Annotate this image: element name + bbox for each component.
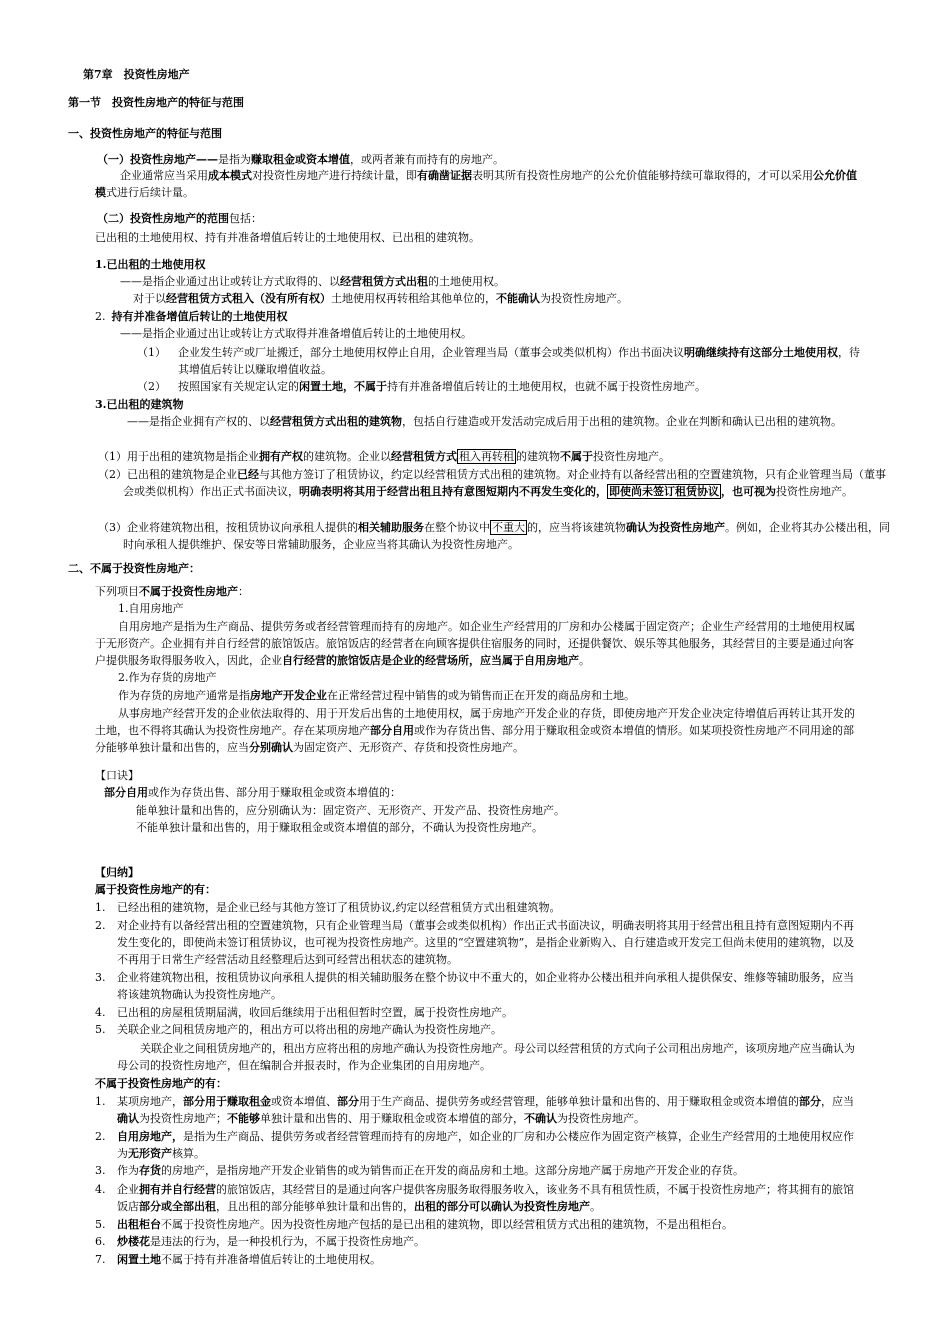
list-item-num: 4. xyxy=(95,1183,106,1196)
list-item-num: 1. xyxy=(95,901,106,914)
s2-title: 2. 持有并准备增值后转让的土地使用权 xyxy=(95,310,288,323)
list-item: 某项房地产，部分用于赚取租金或资本增值、部分用于生产商品、提供劳务或经营管理，能够单独计量和出售的、用于赚取租金或资本增值的部分，应当确认为投资性房地产；不能够单独计量和出售的、用于赚取租金或资本增值的部分，不确认为投资性房地产。 xyxy=(117,1095,854,1125)
part2-sub1: 1.自用房地产 xyxy=(118,602,184,615)
list-item-num: 2. xyxy=(95,1130,106,1143)
list-item: 炒楼花是违法的行为，是一种投机行为，不属于投资性房地产。 xyxy=(117,1235,425,1248)
part2-sub1-paragraph: 自用房地产是指为生产商品、提供劳务或者经营管理而持有的房地产。如企业生产经营用的厂房和办公楼属于固定资产；企业生产经营用的土地使用权属于无形资产。企业拥有并自行经营的旅馆饭店。旅馆饭店的经营者在向顾客提供住宿服务的同时，还提供餐饮、娱乐等其他服务，其经营目的主要是通过向客户提供服务取得服务收入，因此，企业自行经营的旅馆饭店是企业的经营场所，应当属于自用房地产。 xyxy=(95,620,855,667)
s1-title: 1.已出租的土地使用权 xyxy=(95,258,206,271)
s3-item1: （1）用于出租的建筑物是指企业拥有产权的建筑物。企业以经营租赁方式 租入再转租 的建筑物不属于投资性房地产。 xyxy=(98,450,670,463)
guina-yes-note: 关联企业之间租赁房地产的，租出方应将出租的房地产确认为投资性房地产。母公司以经营租赁的方式向子公司租出房地产，该项房地产应当确认为母公司的投资性房地产，但在编制合并报表时，作为企业集团的自用房地产。 xyxy=(117,1042,855,1072)
chapter-title: 第7章 投资性房地产 xyxy=(83,68,190,81)
koujue-title: 【口诀】 xyxy=(95,769,139,782)
s3-title: 3.已出租的建筑物 xyxy=(95,398,184,411)
list-item-num: 5. xyxy=(95,1218,106,1231)
list-item-num: 3. xyxy=(95,1164,106,1177)
list-item: 已出租的房屋租赁期届满，收回后继续用于出租但暂时空置，属于投资性房地产。 xyxy=(117,1006,513,1019)
koujue-line1: 部分自用或作为存货出售、部分用于赚取租金或资本增值的： xyxy=(104,786,401,799)
part1-p2: 企业通常应当采用成本模式对投资性房地产进行持续计量，即有确凿证据表明其所有投资性房地产的公允价值能够持续可靠取得的，才可以采用公允价值模式进行后续计量。 xyxy=(95,169,857,199)
part2-heading: 二、不属于投资性房地产： xyxy=(68,562,200,575)
s2-item2: 按照国家有关规定认定的闲置土地，不属于持有并准备增值后转让的土地使用权，也就不属于投资性房地产。 xyxy=(178,380,706,393)
s3-line1: ——是指企业拥有产权的、以经营租赁方式出租的建筑物，包括自行建造或开发活动完成后用于出租的建筑物。企业在判断和确认已出租的建筑物。 xyxy=(127,415,842,428)
guina-yes-title: 属于投资性房地产的有： xyxy=(95,883,216,896)
section-title: 第一节 投资性房地产的特征与范围 xyxy=(68,96,244,109)
list-item-num: 4. xyxy=(95,1006,106,1019)
list-item: 作为存货的房地产，是指房地产开发企业销售的或为销售而正在开发的商品房和土地。这部分房地产属于房地产开发企业的存货。 xyxy=(117,1164,744,1177)
list-item-num: 2. xyxy=(95,919,106,932)
list-item-num: 1. xyxy=(95,1095,106,1108)
guina-no-title: 不属于投资性房地产的有： xyxy=(95,1077,227,1090)
s2-line1: ——是指企业通过出让或转让方式取得并准备增值后转让的土地使用权。 xyxy=(120,327,472,340)
s3-item3: （3）企业将建筑物出租，按租赁协议向承租人提供的相关辅助服务在整个协议中 不重大 的，应当将该建筑物确认为投资性房地产。例如，企业将其办公楼出租，同时向承租人提供维护、保安等日常辅助服务，企业应当将其确认为投资性房地产。 xyxy=(98,521,890,551)
list-item: 闲置土地不属于持有并准备增值后转让的土地使用权。 xyxy=(117,1253,381,1266)
part1-p1: （一）投资性房地产——是指为赚取租金或资本增值，或两者兼有而持有的房地产。 xyxy=(97,153,504,166)
s2-item1-num: （1） xyxy=(137,346,166,359)
list-item-num: 6. xyxy=(95,1235,106,1248)
list-item: 企业将建筑物出租，按租赁协议向承租人提供的相关辅助服务在整个协议中不重大的，如企业将办公楼出租并向承租人提供保安、维修等辅助服务，应当将该建筑物确认为投资性房地产。 xyxy=(117,971,854,1001)
s3-item2: （2）已出租的建筑物是企业已经与其他方签订了租赁协议，约定以经营租赁方式出租的建筑物。对企业持有以备经营出租的空置建筑物，只有企业管理当局（董事会或类似机构）作出正式书面决议，明确表明将其用于经营出租且持有意图短期内不再发生变化的， 即使尚未签订租赁协议 ，也可视为投资性房地产。 xyxy=(98,468,886,498)
s1-line1: ——是指企业通过出让或转让方式取得的、以经营租赁方式出租的土地使用权。 xyxy=(120,275,505,288)
part2-sub2-p2: 从事房地产经营开发的企业依法取得的、用于开发后出售的土地使用权，属于房地产开发企业的存货，即使房地产开发企业决定待增值后再转让其开发的土地，也不得将其确认为投资性房地产。存在某项房地产部分自用或作为存货出售、部分用于赚取租金或资本增值的情形。如某项投资性房地产不同用途的部分能够单独计量和出售的，应当分别确认为固定资产、无形资产、存货和投资性房地产。 xyxy=(95,707,855,754)
list-item-num: 3. xyxy=(95,971,106,984)
part2-intro: 下列项目不属于投资性房地产： xyxy=(95,585,249,598)
list-item-num: 5. xyxy=(95,1023,106,1036)
list-item: 企业拥有并自行经营的旅馆饭店，其经营目的是通过向客户提供客房服务取得服务收入，该业务不具有租赁性质，不属于投资性房地产；将其拥有的旅馆饭店部分或全部出租，且出租的部分能够单独计量和出售的，出租的部分可以确认为投资性房地产。 xyxy=(117,1183,854,1213)
koujue-line2: 能单独计量和出售的，应分别确认为：固定资产、无形资产、开发产品、投资性房地产。 xyxy=(136,804,565,817)
part1-p4: 已出租的土地使用权、持有并准备增值后转让的土地使用权、已出租的建筑物。 xyxy=(95,231,480,244)
part2-sub2-p1: 作为存货的房地产通常是指房地产开发企业在正常经营过程中销售的或为销售而正在开发的商品房和土地。 xyxy=(118,689,635,702)
list-item: 自用房地产，是指为生产商品、提供劳务或者经营管理而持有的房地产，如企业的厂房和办公楼应作为固定资产核算，企业生产经营用的土地使用权应作为无形资产核算。 xyxy=(117,1130,854,1160)
part1-p3: （二）投资性房地产的范围包括： xyxy=(97,212,262,225)
part1-heading: 一、投资性房地产的特征与范围 xyxy=(68,127,222,140)
part2-sub2: 2.作为存货的房地产 xyxy=(118,671,217,684)
list-item-num: 7. xyxy=(95,1253,106,1266)
guina-title: 【归纳】 xyxy=(95,866,139,879)
list-item: 已经出租的建筑物，是企业已经与其他方签订了租赁协议,约定以经营租赁方式出租建筑物。 xyxy=(117,901,561,914)
koujue-line3: 不能单独计量和出售的，用于赚取租金或资本增值的部分，不确认为投资性房地产。 xyxy=(136,821,543,834)
s2-item1: 企业发生转产或厂址搬迁，部分土地使用权停止自用，企业管理当局（董事会或类似机构）作出书面决议明确继续持有这部分土地使用权，待其增值后转让以赚取增值收益。 xyxy=(178,346,860,376)
list-item: 关联企业之间租赁房地产的，租出方可以将出租的房地产确认为投资性房地产。 xyxy=(117,1023,502,1036)
list-item: 出租柜台不属于投资性房地产。因为投资性房地产包括的是已出租的建筑物，即以经营租赁方式出租的建筑物，不是出租柜台。 xyxy=(117,1218,733,1231)
s1-line2: 对于以经营租赁方式租入（没有所有权）土地使用权再转租给其他单位的，不能确认为投资性房地产。 xyxy=(133,292,628,305)
list-item: 对企业持有以备经营出租的空置建筑物，只有企业管理当局（董事会或类似机构）作出正式书面决议，明确表明将其用于经营出租且持有意图短期内不再发生变化的，即使尚未签订租赁协议，也可视为投资性房地产。这里的“空置建筑物”，是指企业新购入、自行建造或开发完工但尚未使用的建筑物，以及不再用于日常生产经营活动且经整理后达到可经营出租状态的建筑物。 xyxy=(117,919,855,966)
s2-item2-num: （2） xyxy=(137,380,166,393)
